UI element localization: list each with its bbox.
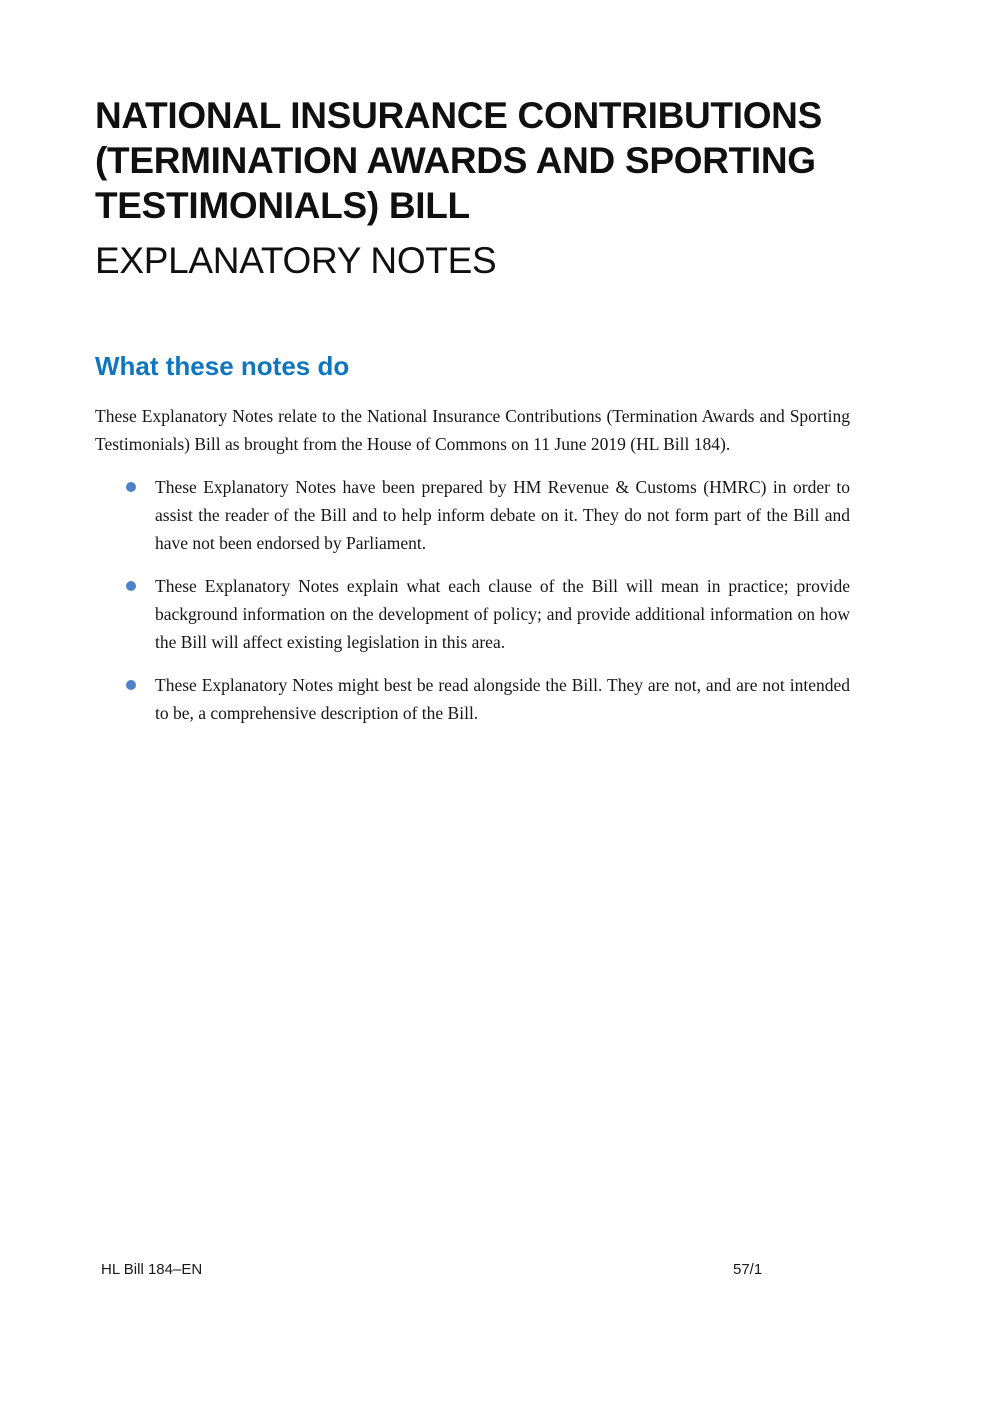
bullet-icon <box>126 581 136 591</box>
section-heading: What these notes do <box>95 351 350 381</box>
bullet-text: These Explanatory Notes might best be read alongside the Bill. They are not, and are not intended to be, a comprehensive description of the Bill. <box>155 675 850 723</box>
bullet-icon <box>126 680 136 690</box>
list-item <box>95 671 850 727</box>
bullet-text: These Explanatory Notes have been prepared by HM Revenue & Customs (HMRC) in order to assist the reader of the Bill and to help inform debate on it. They do not form part of the Bill and have not been endorsed by Parliament. <box>155 477 850 553</box>
list-item <box>95 473 850 557</box>
bullet-icon <box>126 482 136 492</box>
intro-paragraph: These Explanatory Notes relate to the National Insurance Contributions (Termination Awards and Sporting Testimonials) Bill as brought from the House of Commons on 11 June 2019 (HL Bill 184). <box>95 406 850 454</box>
notes-list <box>95 473 850 727</box>
footer-bill-number: HL Bill 184–EN <box>101 1261 203 1278</box>
list-item <box>95 572 850 656</box>
doc-subtitle: EXPLANATORY NOTES <box>95 240 497 281</box>
bullet-text: These Explanatory Notes explain what each clause of the Bill will mean in practice; provide background information on the development of policy; and provide additional information on how the Bill will affect existing legislation in this area. <box>155 576 850 652</box>
footer-page-number: 57/1 <box>733 1261 763 1278</box>
page-content <box>95 93 850 742</box>
bill-title: NATIONAL INSURANCE CONTRIBUTIONS (TERMINATION AWARDS AND SPORTING TESTIMONIALS) BILL <box>95 95 822 226</box>
